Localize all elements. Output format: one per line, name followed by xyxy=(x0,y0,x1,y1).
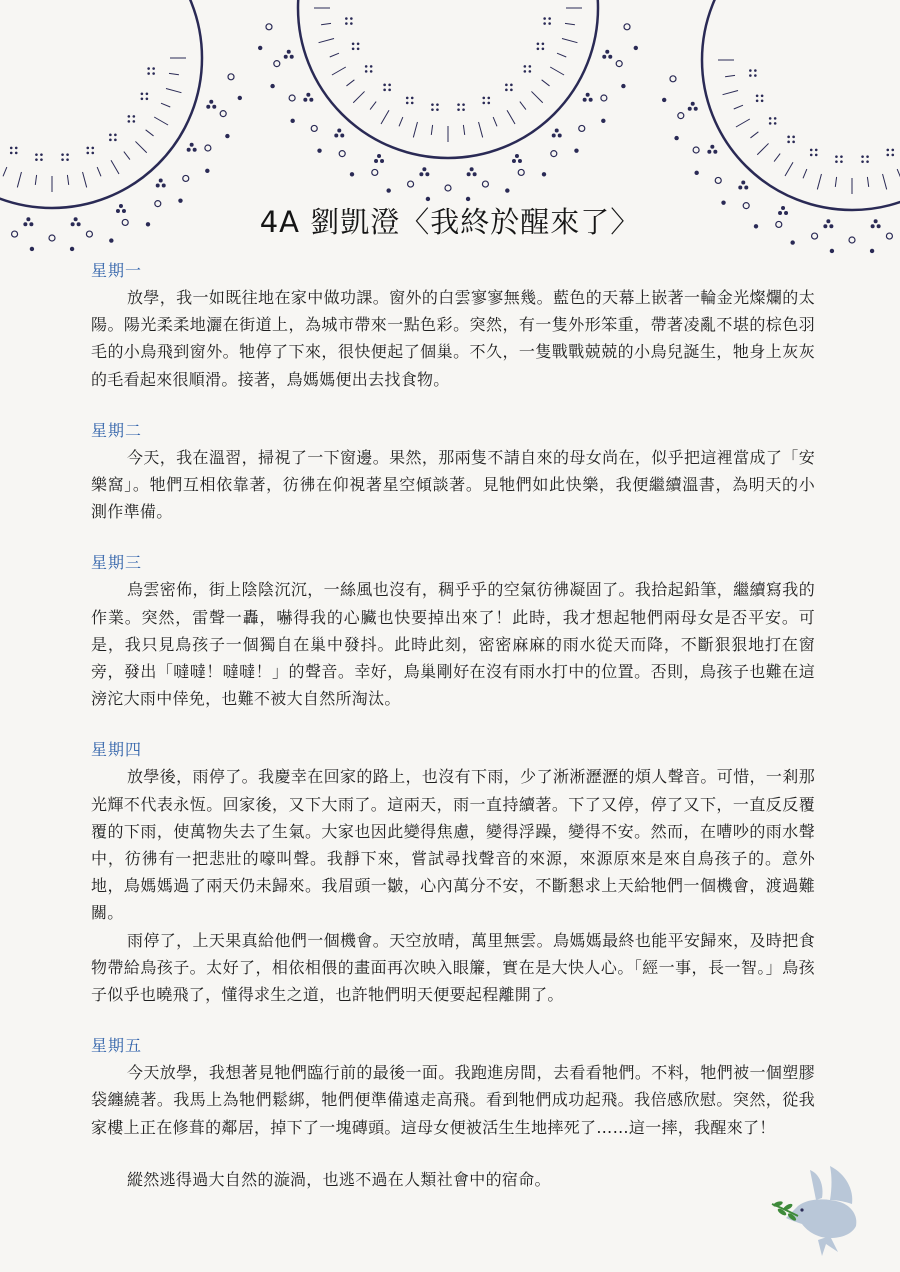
diary-entry-thursday xyxy=(91,737,815,1008)
diary-content xyxy=(91,258,815,1193)
closing-line: 縱然逃得過大自然的漩渦，也逃不過在人類社會中的宿命。 xyxy=(127,1169,551,1189)
paragraph: 雨停了，上天果真給他們一個機會。天空放晴，萬里無雲。鳥媽媽最終也能平安歸來，及時把食物帶給鳥孩子。太好了，相依相偎的畫面再次映入眼簾，實在是大快人心。「經一事，長一智。」鳥孩子似乎也曉飛了，懂得求生之道，也許牠們明天便要起程離開了。 xyxy=(91,930,815,1005)
day-heading: 星期三 xyxy=(91,553,143,573)
day-heading: 星期二 xyxy=(91,420,143,440)
day-heading: 星期五 xyxy=(91,1036,143,1056)
paragraph: 烏雲密佈，街上陰陰沉沉，一絲風也沒有，稠乎乎的空氣彷彿凝固了。我拾起鉛筆，繼續寫我的作業。突然，雷聲一轟，嚇得我的心臟也快要掉出來了！此時，我才想起牠們兩母女是否平安。可是，我只見鳥孩子一個獨自在巢中發抖。此時此刻，密密麻麻的雨水從天而降，不斷狠狠地打在窗旁，發出「噠噠！噠噠！」的聲音。幸好，鳥巢剛好在沒有雨水打中的位置。否則，鳥孩子也難在這滂沱大雨中倖免，也難不被大自然所淘汰。 xyxy=(91,580,815,709)
paragraph: 今天放學，我想著見牠們臨行前的最後一面。我跑進房間，去看看牠們。不料，牠們被一個塑膠袋纏繞著。我馬上為牠們鬆綁，牠們便準備遠走高飛。看到牠們成功起飛。我倍感欣慰。突然，從我家樓上正在修葺的鄰居，掉下了一塊磚頭。這母女便被活生生地摔死了……這一摔，我醒來了！ xyxy=(91,1063,815,1137)
diary-entry-monday xyxy=(91,258,815,393)
dove-with-olive-branch-icon xyxy=(768,1160,868,1260)
diary-entry-wednesday xyxy=(91,550,815,712)
day-heading: 星期一 xyxy=(91,261,143,280)
diary-entry-friday xyxy=(91,1033,815,1141)
page-title: 4A 劉凱澄〈我終於醒來了〉 xyxy=(259,205,641,239)
paragraph: 放學後，雨停了。我慶幸在回家的路上，也沒有下雨，少了淅淅瀝瀝的煩人聲音。可惜，一剎那光輝不代表永恆。回家後，又下大雨了。這兩天，雨一直持續著。下了又停，停了又下，一直反反覆覆的下雨，使萬物失去了生氣。大家也因此變得焦慮，變得浮躁，變得不安。然而，在嘈吵的雨水聲中，彷彿有一把悲壯的嚎叫聲。我靜下來，嘗試尋找聲音的來源，來源原來是來自鳥孩子的。意外地，鳥媽媽過了兩天仍未歸來。我眉頭一皺，心內萬分不安，不斷懇求上天給牠們一個機會，渡過難關。 xyxy=(91,767,815,923)
diary-entry-tuesday xyxy=(91,418,815,526)
paragraph: 放學，我一如既往地在家中做功課。窗外的白雲寥寥無幾。藍色的天幕上嵌著一輪金光燦爛的太陽。陽光柔柔地灑在街道上，為城市帶來一點色彩。突然，有一隻外形笨重，帶著凌亂不堪的棕色羽毛的小鳥飛到窗外。牠停了下來，很快便起了個巢。不久，一隻戰戰兢兢的小鳥兒誕生，牠身上灰灰的毛看起來很順滑。接著，鳥媽媽便出去找食物。 xyxy=(91,288,815,389)
paragraph: 今天，我在溫習，掃視了一下窗邊。果然，那兩隻不請自來的母女尚在，似乎把這裡當成了「安樂窩」。牠們互相依靠著，彷彿在仰視著星空傾談著。見牠們如此快樂，我便繼續溫書，為明天的小測作準備。 xyxy=(91,447,815,522)
day-heading: 星期四 xyxy=(91,740,143,760)
